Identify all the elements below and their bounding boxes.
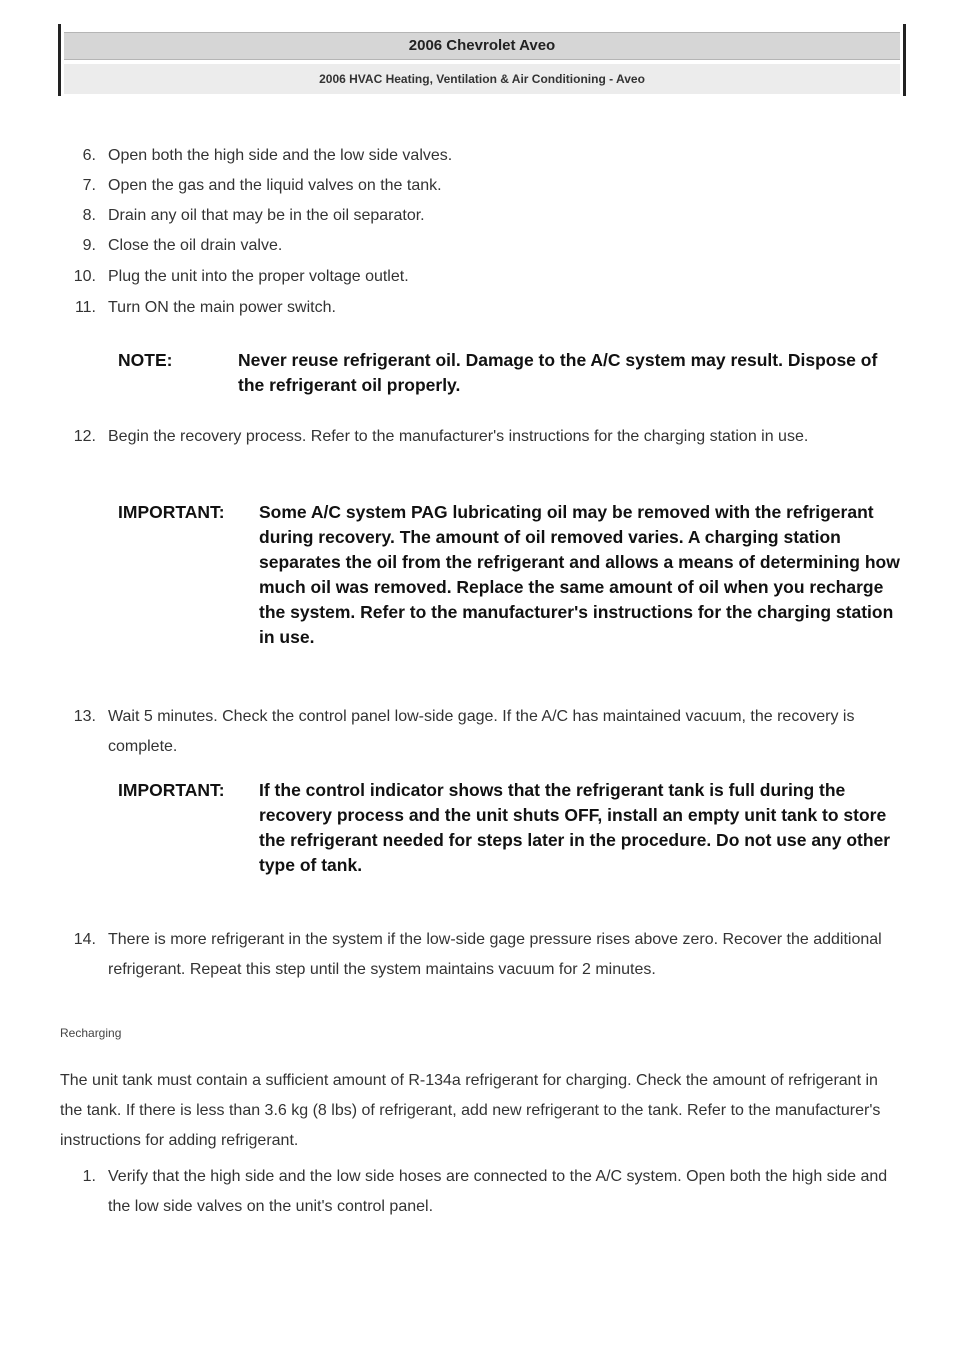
important-text: If the control indicator shows that the refrigerant tank is full during the recovery process and the unit shuts OFF, install an empty unit tank to store the refrigerant needed for steps later in the procedure. Do not use any other type of tank.	[259, 780, 891, 875]
step-text: There is more refrigerant in the system if the low-side gage pressure rises above zero. Recover the additional refrigerant. Repeat this step until the system maintains vacuum for 2 minutes.	[108, 931, 882, 978]
step-text: Turn ON the main power switch.	[108, 299, 336, 316]
step-number: 10.	[73, 268, 96, 285]
section-heading: Recharging	[60, 1026, 122, 1040]
step-text: Begin the recovery process. Refer to the manufacturer's instructions for the charging station in use.	[108, 428, 809, 445]
step-text: Plug the unit into the proper voltage outlet.	[108, 268, 409, 285]
step-text: Open both the high side and the low side valves.	[108, 147, 453, 164]
step-number: 14.	[73, 931, 96, 948]
note-label: NOTE:	[118, 350, 173, 370]
step-number: 1.	[82, 1168, 96, 1185]
section-intro: The unit tank must contain a sufficient amount of R-134a refrigerant for charging. Check the amount of refrigerant in the tank. If there is less than 3.6 kg (8 lbs) of refrigerant, add new refrigerant to the tank. Refer to the manufacturer's instructions for adding refrigerant.	[60, 1072, 881, 1149]
header-left-rule	[58, 24, 61, 96]
step-number: 7.	[82, 177, 96, 194]
step-text: Wait 5 minutes. Check the control panel low-side gage. If the A/C has maintained vacuum, the recovery is complete.	[108, 708, 855, 755]
step-text: Drain any oil that may be in the oil separator.	[108, 207, 425, 224]
important-callout	[118, 500, 900, 680]
step-number: 12.	[73, 428, 96, 445]
step-number: 13.	[73, 708, 96, 725]
step-number: 11.	[74, 299, 96, 316]
step-number: 9.	[82, 237, 96, 254]
section-subtitle: 2006 HVAC Heating, Ventilation & Air Conditioning - Aveo	[64, 64, 900, 94]
header-right-rule	[903, 24, 906, 96]
note-text: Never reuse refrigerant oil. Damage to the A/C system may result. Dispose of the refrigerant oil properly.	[238, 350, 878, 395]
step-number: 8.	[82, 207, 96, 224]
important-label: IMPORTANT:	[118, 780, 225, 800]
step-text: Close the oil drain valve.	[108, 237, 283, 254]
step-text: Verify that the high side and the low side hoses are connected to the A/C system. Open both the high side and the low side valves on the unit's control panel.	[108, 1168, 888, 1215]
important-label: IMPORTANT:	[118, 502, 225, 522]
note-callout	[118, 348, 900, 400]
vehicle-title: 2006 Chevrolet Aveo	[64, 32, 900, 60]
important-callout	[118, 778, 900, 906]
document-header	[58, 24, 906, 96]
step-text: Open the gas and the liquid valves on the tank.	[108, 177, 442, 194]
step-number: 6.	[82, 147, 96, 164]
important-text: Some A/C system PAG lubricating oil may be removed with the refrigerant during recovery. The amount of oil removed varies. A charging station separates the oil from the refrigerant and allows a means of determining how much oil was removed. Replace the same amount of oil when you recharge the system. Refer to the manufacturer's instructions for the charging station in use.	[259, 502, 900, 647]
